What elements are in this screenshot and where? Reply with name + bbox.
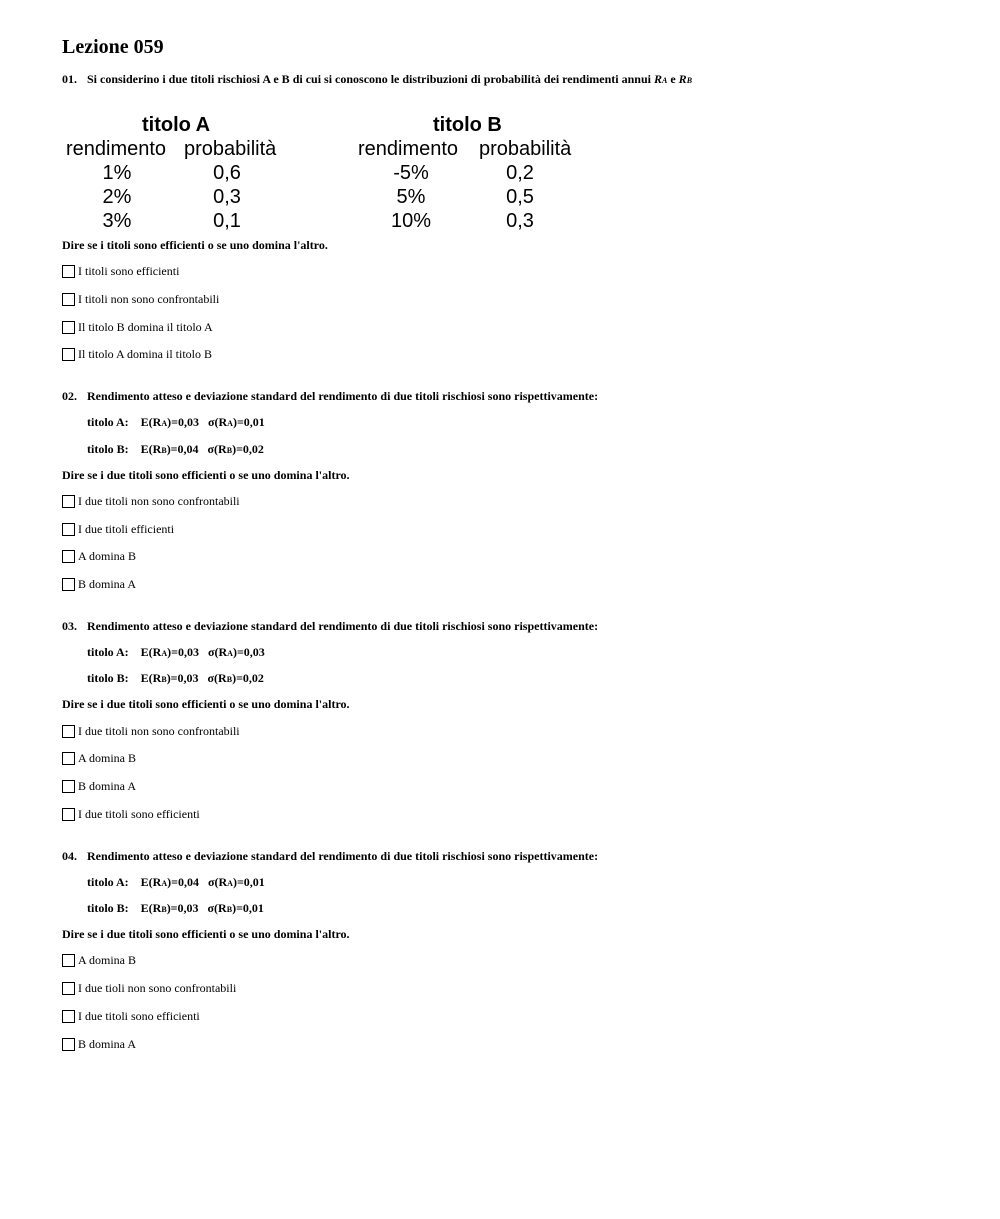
option-label: I titoli non sono confrontabili xyxy=(78,291,220,306)
checkbox[interactable] xyxy=(62,982,75,995)
page-title: Lezione 059 xyxy=(62,36,164,58)
option-label: Il titolo B domina il titolo A xyxy=(78,319,213,334)
table-cell: 10% xyxy=(390,210,432,232)
answer-option[interactable] xyxy=(62,952,136,968)
checkbox[interactable] xyxy=(62,265,75,278)
checkbox[interactable] xyxy=(62,752,75,765)
answer-option[interactable] xyxy=(62,576,136,592)
option-label: A domina B xyxy=(78,952,137,967)
checkbox[interactable] xyxy=(62,1038,75,1051)
table-cell: 0,3 xyxy=(506,210,534,232)
checkbox[interactable] xyxy=(62,1010,75,1023)
conjunction: e xyxy=(670,72,676,86)
question-instruction: Dire se i due titoli sono efficienti o se uno domina l'altro. xyxy=(62,468,350,482)
table-cell: 0,5 xyxy=(506,186,534,208)
question-instruction: Dire se i due titoli sono efficienti o se uno domina l'altro. xyxy=(62,697,350,711)
table-cell: 3% xyxy=(102,210,132,232)
option-label: I due titoli non sono confrontabili xyxy=(78,493,240,508)
answer-option[interactable] xyxy=(62,521,174,537)
column-header: rendimento xyxy=(358,138,459,160)
checkbox[interactable] xyxy=(62,725,75,738)
table-cell: 2% xyxy=(102,186,132,208)
answer-option[interactable] xyxy=(62,291,219,307)
question-04 xyxy=(62,848,598,864)
answer-option[interactable] xyxy=(62,346,212,362)
question-03 xyxy=(62,618,598,634)
question-text: Rendimento atteso e deviazione standard del rendimento di due titoli rischiosi sono rispettivamente: xyxy=(87,389,599,403)
option-label: B domina A xyxy=(78,1036,137,1051)
titolo-a-params: titolo A: E(RA)=0,03 σ(RA)=0,03 xyxy=(87,645,265,659)
checkbox[interactable] xyxy=(62,321,75,334)
answer-option[interactable] xyxy=(62,319,213,335)
option-label: B domina A xyxy=(78,576,137,591)
question-text: Si considerino i due titoli rischiosi A e B di cui si conoscono le distribuzioni di probabilità dei rendimenti annui xyxy=(87,72,651,86)
question-instruction: Dire se i due titoli sono efficienti o se uno domina l'altro. xyxy=(62,927,350,941)
question-text: Rendimento atteso e deviazione standard del rendimento di due titoli rischiosi sono rispettivamente: xyxy=(87,619,599,633)
option-label: Il titolo A domina il titolo B xyxy=(78,346,213,361)
option-label: A domina B xyxy=(78,750,137,765)
question-text: Rendimento atteso e deviazione standard del rendimento di due titoli rischiosi sono rispettivamente: xyxy=(87,849,599,863)
option-label: B domina A xyxy=(78,778,137,793)
checkbox[interactable] xyxy=(62,954,75,967)
checkbox[interactable] xyxy=(62,293,75,306)
option-label: I due titoli sono efficienti xyxy=(78,1008,200,1023)
option-label: I titoli sono efficienti xyxy=(78,263,180,278)
table-title: titolo A xyxy=(142,114,211,136)
answer-option[interactable] xyxy=(62,548,136,564)
checkbox[interactable] xyxy=(62,808,75,821)
checkbox[interactable] xyxy=(62,495,75,508)
column-header: rendimento xyxy=(66,138,167,160)
question-number: 04. xyxy=(62,849,77,863)
answer-option[interactable] xyxy=(62,263,179,279)
table-cell: 1% xyxy=(102,162,132,184)
question-01 xyxy=(62,71,962,89)
titolo-b-params: titolo B: E(RB)=0,04 σ(RB)=0,02 xyxy=(87,442,264,456)
table-cell: -5% xyxy=(393,162,429,184)
table-cell: 0,1 xyxy=(213,210,241,232)
option-label: I due titoli sono efficienti xyxy=(78,806,200,821)
distribution-tables xyxy=(62,113,622,237)
table-cell: 0,2 xyxy=(506,162,534,184)
answer-option[interactable] xyxy=(62,980,236,996)
question-02 xyxy=(62,388,598,404)
table-title: titolo B xyxy=(433,114,502,136)
option-label: I due tioli non sono confrontabili xyxy=(78,980,237,995)
checkbox[interactable] xyxy=(62,578,75,591)
option-label: A domina B xyxy=(78,548,137,563)
return-symbol-a: RA xyxy=(653,72,668,86)
checkbox[interactable] xyxy=(62,550,75,563)
option-label: I due titoli efficienti xyxy=(78,521,175,536)
titolo-b-params: titolo B: E(RB)=0,03 σ(RB)=0,01 xyxy=(87,901,264,915)
table-cell: 0,6 xyxy=(213,162,241,184)
titolo-a-params: titolo A: E(RA)=0,04 σ(RA)=0,01 xyxy=(87,875,265,889)
column-header: probabilità xyxy=(184,138,277,160)
answer-option[interactable] xyxy=(62,1008,200,1024)
answer-option[interactable] xyxy=(62,723,240,739)
checkbox[interactable] xyxy=(62,523,75,536)
option-label: I due titoli non sono confrontabili xyxy=(78,723,240,738)
checkbox[interactable] xyxy=(62,780,75,793)
return-symbol-b: RB xyxy=(678,72,693,86)
answer-option[interactable] xyxy=(62,1036,136,1052)
table-cell: 0,3 xyxy=(213,186,241,208)
question-number: 03. xyxy=(62,619,77,633)
checkbox[interactable] xyxy=(62,348,75,361)
answer-option[interactable] xyxy=(62,750,136,766)
column-header: probabilità xyxy=(479,138,572,160)
titolo-b-params: titolo B: E(RB)=0,03 σ(RB)=0,02 xyxy=(87,671,264,685)
answer-option[interactable] xyxy=(62,493,240,509)
answer-option[interactable] xyxy=(62,806,200,822)
question-instruction: Dire se i titoli sono efficienti o se uno domina l'altro. xyxy=(62,238,328,252)
question-number: 02. xyxy=(62,389,77,403)
answer-option[interactable] xyxy=(62,778,136,794)
table-cell: 5% xyxy=(396,186,426,208)
titolo-a-params: titolo A: E(RA)=0,03 σ(RA)=0,01 xyxy=(87,415,265,429)
question-number: 01. xyxy=(62,72,77,86)
